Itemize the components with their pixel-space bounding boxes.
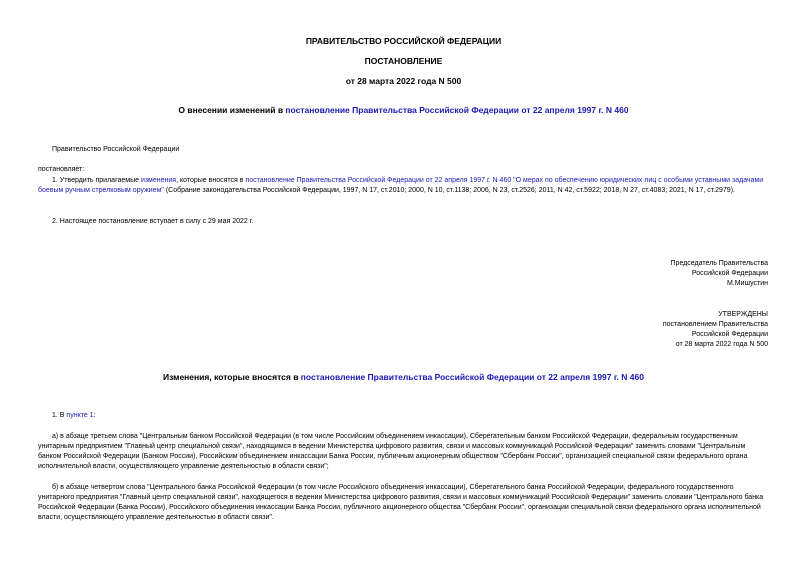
- item-1-text-end: (Собрание законодательства Российской Федерации, 1997, N 17, ст.2010; 2000, N 10, ст.1138; 2006, N 23, ст.2526; 2011, N 42, ст.5922; 2018, N 27, ст.4083; 2021, N 17, ст.2979).: [163, 187, 735, 194]
- signature-block: [671, 259, 768, 289]
- document-title: [0, 104, 807, 116]
- intro-resolves: постановляет:: [38, 166, 85, 173]
- changes-title-link[interactable]: постановление Правительства Российской Федерации от 22 апреля 1997 г. N 460: [300, 372, 644, 382]
- approval-by: постановлением Правительства: [662, 321, 768, 328]
- signature-country: Российской Федерации: [691, 270, 768, 277]
- point-1-heading: [52, 411, 96, 421]
- subpoint-a-text: а) в абзаце третьем слова "Центральным банком Российской Федерации (в том числе Российским объединением инкассации), Сберегательным банком Российской Федерации, федеральным государственным унитарным предприятием "Главный центр специальной связи", находящимся в ведении Министерства цифрового развития, связи и массовых коммуникаций Российской Федерации" заменить словами "Центральным банком Российской Федерации (Банком России), Российским объединением инкассации Банка России, публичным акционерным обществом "Сбербанк России", организацией специальной связи федерального органа исполнительной власти, осуществляющего управление деятельностью в области связи";: [38, 433, 748, 470]
- subpoint-a-paragraph: [38, 432, 770, 472]
- signature-name: М.Мишустин: [726, 280, 768, 287]
- subpoint-b-paragraph: [38, 483, 770, 523]
- changes-title-prefix: Изменения, которые вносятся в: [163, 372, 301, 382]
- document-type: ПОСТАНОВЛЕНИЕ: [364, 56, 443, 66]
- item-1-changes-link[interactable]: изменения: [140, 177, 177, 184]
- document-title-prefix: О внесении изменений в: [178, 105, 286, 115]
- item-1-text-start: 1. Утвердить прилагаемые: [52, 177, 141, 184]
- approval-block: [663, 310, 768, 350]
- document-date-number: от 28 марта 2022 года N 500: [345, 76, 462, 86]
- point-1-link[interactable]: пункте 1: [66, 412, 94, 419]
- item-2-paragraph: 2. Настоящее постановление вступает в силу с 29 мая 2022 г.: [52, 218, 254, 225]
- document-title-link[interactable]: постановление Правительства Российской Федерации от 22 апреля 1997 г. N 460: [285, 105, 629, 115]
- item-1-paragraph: [38, 176, 770, 196]
- approval-heading: УТВЕРЖДЕНЫ: [718, 311, 768, 318]
- item-1-resolution-link[interactable]: постановление Правительства Российской Федерации от 22 апреля 1997 г. N 460 "О мерах по обеспечению юридических лиц с особыми уставными задачами боевым ручным стрелковым оружием": [38, 177, 764, 194]
- item-1-text-middle: , которые вносятся в: [176, 177, 246, 184]
- changes-title: [0, 371, 807, 383]
- subpoint-b-text: б) в абзаце четвертом слова "Центрального банка Российской Федерации (в том числе Российского объединения инкассации), Сберегательного банка Российской Федерации, федерального государственного унитарного предприятия "Главный центр специальной связи", находящегося в ведении Министерства цифрового развития, связи и массовых коммуникаций Российской Федерации" заменить словами "Центрального банка Российской Федерации (Банка России), Российского объединения инкассации Банка России, публичного акционерного общества "Сбербанк России", организации специальной связи федерального органа исполнительной власти, осуществляющего управление деятельностью в области связи".: [38, 484, 764, 521]
- intro-government: Правительство Российской Федерации: [52, 146, 180, 153]
- document-authority: ПРАВИТЕЛЬСТВО РОССИЙСКОЙ ФЕДЕРАЦИИ: [305, 36, 502, 46]
- point-1-prefix: 1. В: [52, 412, 67, 419]
- approval-country: Российской Федерации: [691, 331, 768, 338]
- approval-date-number: от 28 марта 2022 года N 500: [675, 341, 768, 348]
- point-1-suffix: :: [93, 412, 96, 419]
- signature-position: Председатель Правительства: [670, 260, 768, 267]
